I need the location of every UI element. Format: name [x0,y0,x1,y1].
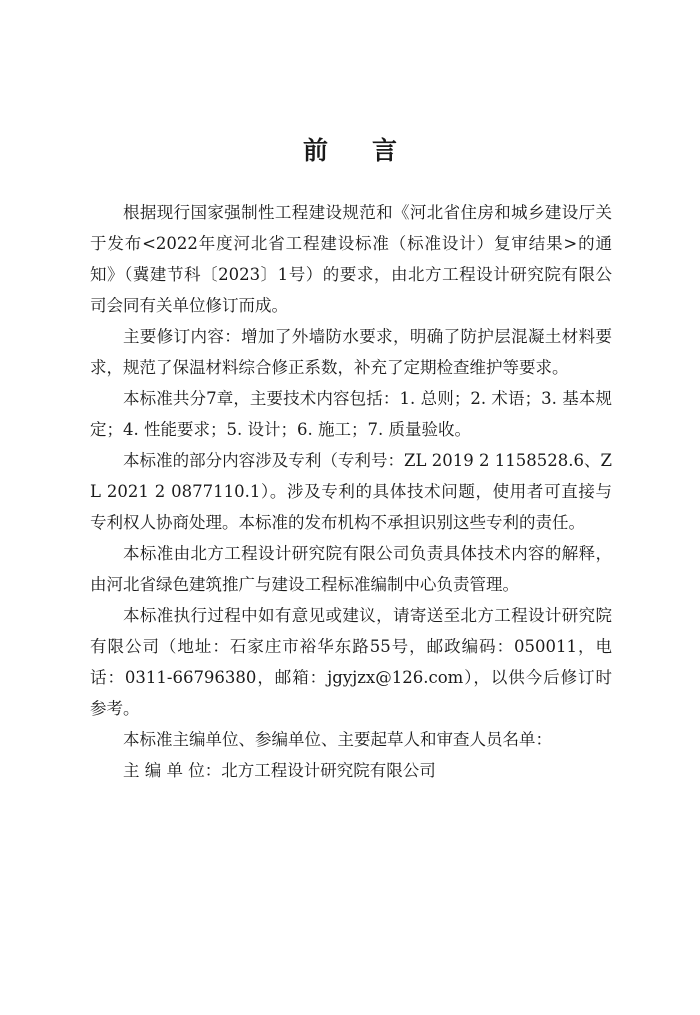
page-title: 前言 [302,136,441,165]
body-text [90,197,612,786]
paragraph-chief-editor-unit: 主 编 单 位：北方工程设计研究院有限公司 [123,761,436,780]
paragraph-patents: 本标准的部分内容涉及专利（专利号：ZL 2019 2 1158528.6、ZL 2021 2 0877110.1）。涉及专利的具体技术问题，使用者可直接与专利权人协商处理。本标准的发布机构不承担识别这些专利的责任。 [90,451,612,532]
paragraph-basis: 根据现行国家强制性工程建设规范和《河北省住房和城乡建设厅关于发布<2022年度河北省工程建设标准（标准设计）复审结果>的通知》（冀建节科〔2023〕1号）的要求，由北方工程设计研究院有限公司会同有关单位修订而成。 [90,203,612,315]
paragraph-feedback: 本标准执行过程中如有意见或建议，请寄送至北方工程设计研究院有限公司（地址：石家庄市裕华东路55号，邮政编码：050011，电话：0311-66796380，邮箱：jgyjzx@126.com），以供今后修订时参考。 [90,606,612,718]
paragraph-revisions: 主要修订内容：增加了外墙防水要求，明确了防护层混凝土材料要求，规范了保温材料综合修正系数，补充了定期检查维护等要求。 [90,327,612,377]
paragraph-units-intro: 本标准主编单位、参编单位、主要起草人和审查人员名单： [123,730,552,749]
paragraph-interpretation: 本标准由北方工程设计研究院有限公司负责具体技术内容的解释，由河北省绿色建筑推广与建设工程标准编制中心负责管理。 [90,544,612,594]
paragraph-chapters: 本标准共分7章，主要技术内容包括：1. 总则；2. 术语；3. 基本规定；4. 性能要求；5. 设计；6. 施工；7. 质量验收。 [90,389,612,439]
